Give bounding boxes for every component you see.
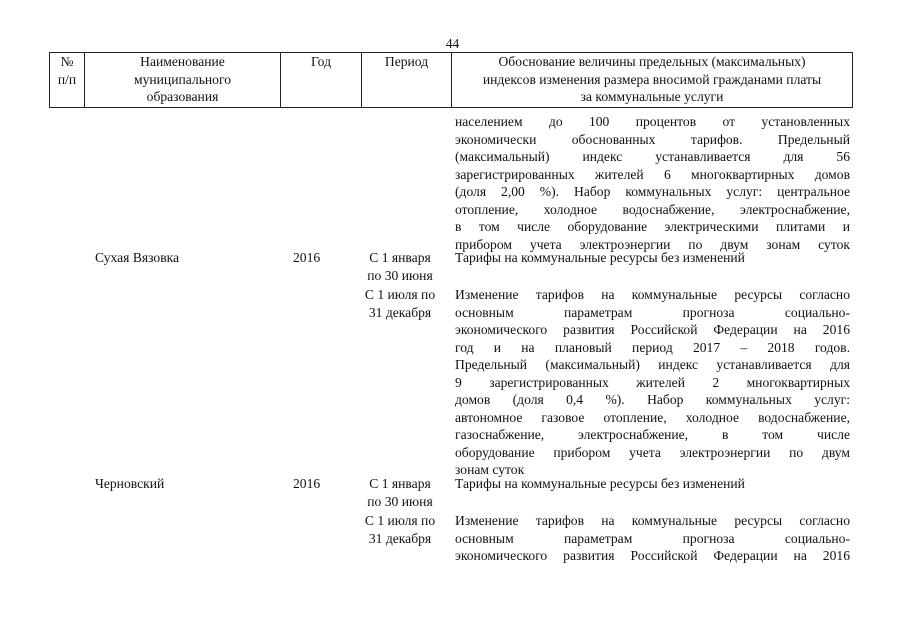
header-num-line: п/п [57, 71, 77, 87]
text-line: экономического развития Российской Федерации на 2016 [455, 322, 850, 337]
period-line: С 1 января [369, 250, 431, 265]
header-municipality [85, 53, 281, 107]
text-line: отопление, холодное водоснабжение, электроснабжение, [455, 201, 850, 217]
header-period: Период [362, 53, 452, 107]
row-1-period-first-half [355, 249, 445, 284]
text-line: основным параметрам прогноза социально- [455, 530, 850, 546]
text-line: автономное газовое отопление, холодное водоснабжение, [455, 409, 850, 425]
table-header [49, 52, 853, 108]
row-1-basis-second-half [455, 286, 850, 479]
text-line: прибором учета электроэнергии по двум зонам суток [455, 236, 850, 252]
text-line: Тарифы на коммунальные ресурсы без изменений [455, 250, 745, 265]
period-line: С 1 июля по [364, 513, 436, 528]
header-basis-line: за коммунальные услуги [580, 89, 724, 104]
period-line: 31 декабря [368, 530, 432, 546]
period-line: С 1 января [369, 476, 431, 491]
row-1-basis-first-half [455, 249, 850, 267]
text-line: газоснабжение, электроснабжение, в том числе [455, 427, 850, 442]
text-line: 9 зарегистрированных жителей 2 многоквартирных [455, 374, 850, 390]
page-number: 44 [445, 36, 460, 51]
row-1-period-second-half [355, 286, 445, 321]
text-line: (доля 2,00 %). Набор коммунальных услуг: центральное [455, 184, 850, 199]
period-line: С 1 июля по [364, 287, 436, 302]
text-line: домов (доля 0,4 %). Набор коммунальных услуг: [455, 392, 850, 407]
text-line: экономического развития Российской Федерации на 2016 [455, 548, 850, 563]
period-line: 31 декабря [368, 304, 432, 320]
continuation-text [455, 113, 850, 253]
text-line: населением до 100 процентов от установленных [455, 114, 850, 129]
text-line: Предельный (максимальный) индекс устанавливается для [455, 357, 850, 372]
row-2-basis-second-half [455, 512, 850, 565]
text-line: год и на плановый период 2017 – 2018 годов. [455, 339, 850, 355]
text-line: Изменение тарифов на коммунальные ресурсы согласно [455, 287, 850, 302]
text-line: основным параметрам прогноза социально- [455, 304, 850, 320]
text-line: в том числе оборудование электрическими плитами и [455, 219, 850, 234]
row-2-basis-first-half [455, 475, 850, 493]
text-line: зонам суток [455, 462, 525, 477]
text-line: оборудование прибором учета электроэнергии по двум [455, 444, 850, 460]
row-1-year: 2016 [293, 250, 321, 265]
header-basis [452, 53, 852, 107]
period-line: по 30 июня [367, 267, 433, 283]
text-line: (максимальный) индекс устанавливается для 56 [455, 149, 850, 164]
header-num-line: № [60, 54, 74, 69]
row-2-year: 2016 [293, 476, 321, 491]
period-line: по 30 июня [367, 493, 433, 509]
text-line: Изменение тарифов на коммунальные ресурсы согласно [455, 513, 850, 528]
row-2-municipality: Черновский [95, 476, 165, 491]
row-2-period-second-half [355, 512, 445, 547]
row-1-municipality: Сухая Вязовка [95, 250, 180, 265]
header-municipality-line: муниципального [133, 71, 231, 87]
header-basis-line: индексов изменения размера вносимой гражданами платы [482, 71, 822, 87]
text-line: зарегистрированных жителей 6 многоквартирных домов [455, 166, 850, 182]
header-year: Год [281, 53, 362, 107]
text-line: Тарифы на коммунальные ресурсы без изменений [455, 476, 745, 491]
header-num [50, 53, 85, 107]
header-municipality-line: образования [146, 89, 219, 104]
text-line: экономически обоснованных тарифов. Предельный [455, 131, 850, 147]
row-2-period-first-half [355, 475, 445, 510]
header-municipality-line: Наименование [140, 54, 225, 69]
header-basis-line: Обоснование величины предельных (максимальных) [498, 54, 806, 69]
